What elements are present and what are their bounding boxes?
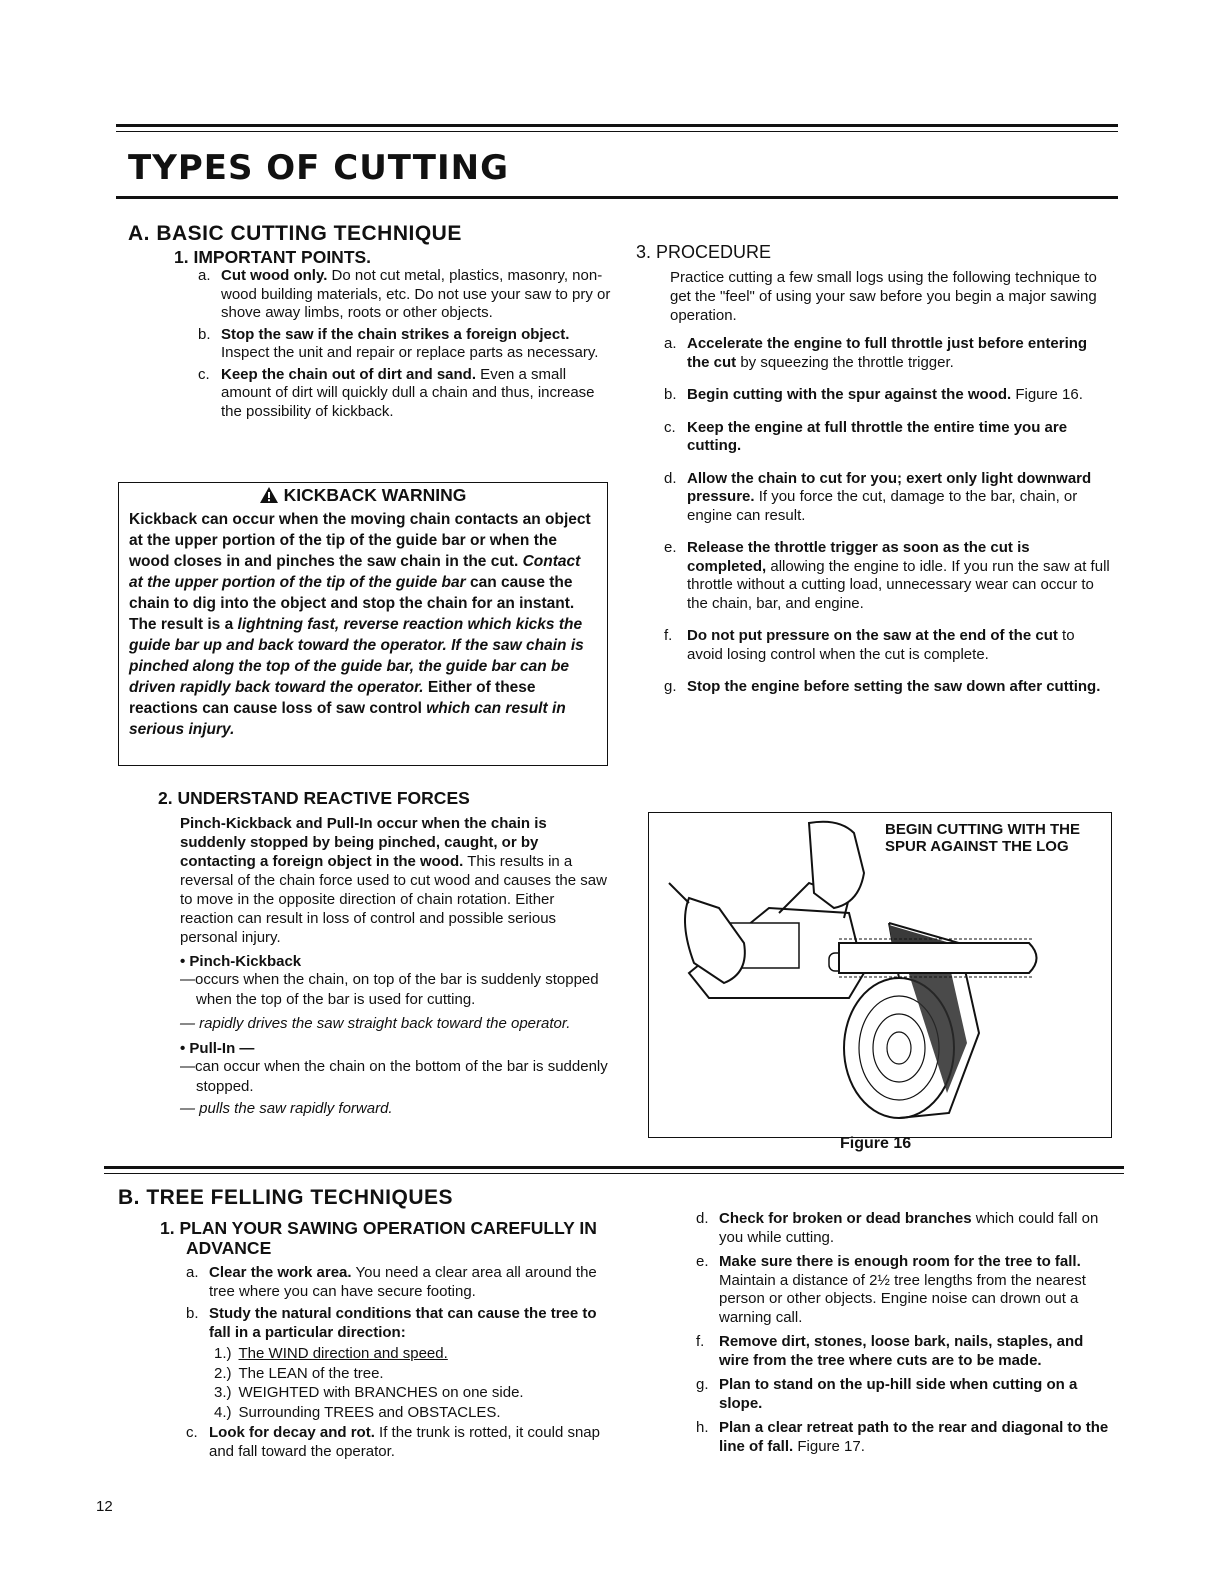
list-item: a. Cut wood only. Do not cut metal, plastics, masonry, non-wood building materials, etc. Do not use your saw to pry or shove away limbs, roots or other objects. xyxy=(198,267,611,321)
list-item: g. Plan to stand on the up-hill side when cutting on a slope. xyxy=(696,1376,1078,1412)
list-item: 4.) Surrounding TREES and OBSTACLES. xyxy=(214,1403,501,1421)
reactive-forces-intro: Pinch-Kickback and Pull-In occur when the chain is suddenly stopped by being pinched, caught, or by contacting a foreign object in the wood. This results in a reversal of the chain force used to cut wood and causes the saw to move in the opposite direction of chain rotation. Either reaction can result in loss of control and possible serious personal injury. xyxy=(180,815,607,946)
procedure-step: c. Keep the engine at full throttle the entire time you are cutting. xyxy=(664,418,1068,454)
pull-in-heading: • Pull-In — xyxy=(180,1040,255,1057)
list-item: c. Keep the chain out of dirt and sand. Even a small amount of dirt will quickly dull a chain and thus, increase the possibility of kickback. xyxy=(198,365,595,420)
figure-caption: Figure 16 xyxy=(840,1135,912,1152)
fall-conditions-list xyxy=(186,1345,610,1422)
procedure-step: f. Do not put pressure on the saw at the end of the cut to avoid losing control when the cut is complete. xyxy=(664,627,1075,663)
procedure-step: d. Allow the chain to cut for you; exert only light downward pressure. If you force the cut, damage to the bar, chain, or engine can result. xyxy=(664,469,1092,524)
plan-heading: 1. PLAN YOUR SAWING OPERATION CAREFULLY IN ADVANCE xyxy=(160,1218,597,1258)
page-title: TYPES OF CUTTING xyxy=(128,148,509,188)
section-b-heading: B. TREE FELLING TECHNIQUES xyxy=(118,1186,454,1209)
list-item: 1.) The WIND direction and speed. xyxy=(214,1345,448,1362)
top-rule-thin xyxy=(116,131,1118,132)
reactive-forces-heading: 2. UNDERSTAND REACTIVE FORCES xyxy=(158,788,470,808)
procedure-step: g. Stop the engine before setting the saw down after cutting. xyxy=(664,678,1101,695)
section-b-rule-thick xyxy=(104,1166,1124,1169)
list-item: b. Stop the saw if the chain strikes a foreign object. Inspect the unit and repair or replace parts as necessary. xyxy=(198,325,599,361)
title-rule xyxy=(116,196,1118,199)
reactive-forces xyxy=(158,788,608,1119)
procedure-step: a. Accelerate the engine to full throttle just before entering the cut by squeezing the throttle trigger. xyxy=(664,335,1088,371)
pull-in-line-2: — pulls the saw rapidly forward. xyxy=(180,1100,393,1117)
list-item: 2.) The LEAN of the tree. xyxy=(214,1364,384,1382)
kickback-warning-title: KICKBACK WARNING xyxy=(283,485,467,505)
list-item: 3.) WEIGHTED with BRANCHES on one side. xyxy=(214,1384,524,1401)
pinch-kickback-heading: • Pinch-Kickback xyxy=(180,953,302,970)
procedure xyxy=(636,242,1112,697)
pull-in-line-1: —can occur when the chain on the bottom of the bar is suddenly stopped. xyxy=(180,1058,608,1095)
list-item: c. Look for decay and rot. If the trunk is rotted, it could snap and fall toward the operator. xyxy=(186,1424,600,1460)
pinch-kickback-line-2: — rapidly drives the saw straight back toward the operator. xyxy=(180,1015,571,1032)
pinch-kickback-line-1: —occurs when the chain, on top of the bar is suddenly stopped when the top of the bar is used for cutting. xyxy=(180,971,599,1008)
page-number: 12 xyxy=(96,1498,113,1515)
important-points xyxy=(174,247,614,421)
chainsaw-cutting-illustration xyxy=(649,813,1109,1135)
section-b-rule-thin xyxy=(104,1173,1124,1174)
procedure-step: b. Begin cutting with the spur against the wood. Figure 16. xyxy=(664,386,1083,403)
kickback-warning-box xyxy=(118,482,608,766)
list-item: d. Check for broken or dead branches which could fall on you while cutting. xyxy=(696,1210,1099,1246)
list-item: f. Remove dirt, stones, loose bark, nails, staples, and wire from the tree where cuts are to be made. xyxy=(696,1333,1084,1369)
list-item: b. Study the natural conditions that can cause the tree to fall in a particular direction: xyxy=(186,1305,597,1341)
section-a-heading: A. BASIC CUTTING TECHNIQUE xyxy=(128,222,462,245)
list-item: e. Make sure there is enough room for the tree to fall. Maintain a distance of 2½ tree lengths from the nearest person or other objects. Engine noise can drown out a warning call. xyxy=(696,1253,1086,1326)
procedure-intro: Practice cutting a few small logs using the following technique to get the "feel" of using your saw before you begin a major sawing operation. xyxy=(670,269,1097,324)
list-item: h. Plan a clear retreat path to the rear and diagonal to the line of fall. Figure 17. xyxy=(696,1419,1109,1455)
list-item: a. Clear the work area. You need a clear area all around the tree where you can have secure footing. xyxy=(186,1264,597,1300)
warning-triangle-icon xyxy=(260,487,278,503)
figure-callout: BEGIN CUTTING WITH THE SPUR AGAINST THE LOG xyxy=(885,821,1080,855)
figure-16 xyxy=(648,812,1112,1138)
top-rule-thick xyxy=(116,124,1118,127)
section-b-left xyxy=(160,1218,610,1461)
kickback-warning-text: Kickback can occur when the moving chain contacts an object at the upper portion of the tip of the guide bar or when the wood closes in and pinches the saw chain in the cut. Contact at the upper portion of the tip of the guide bar can cause the chain to dig into the object and stop the chain for an instant. The result is a lightning fast, reverse reaction which kicks the guide bar up and back toward the operator. If the saw chain is pinched along the top of the guide bar, the guide bar can be driven rapidly back toward the operator. Either of these reactions can cause loss of saw control which can result in serious injury. xyxy=(129,511,591,738)
procedure-step: e. Release the throttle trigger as soon as the cut is completed, allowing the engine to idle. If you run the saw at full throttle without a cutting load, unnecessary wear can occur to the chain, bar, and engine. xyxy=(664,539,1110,612)
important-points-heading: 1. IMPORTANT POINTS. xyxy=(174,247,372,267)
procedure-heading: 3. PROCEDURE xyxy=(636,242,772,262)
section-b-right xyxy=(696,1210,1112,1456)
